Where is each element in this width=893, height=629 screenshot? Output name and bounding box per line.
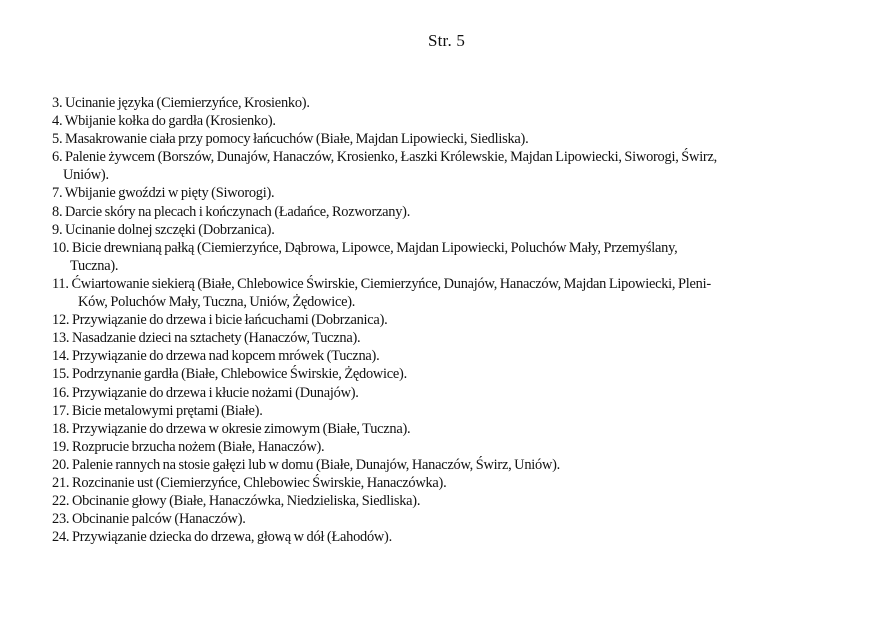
entry-text: 12. Przywiązanie do drzewa i bicie łańcuchami (Dobrzanica). [52,312,388,329]
list-item [52,329,842,347]
entry-text: 4. Wbijanie kołka do gardła (Krosienko). [52,113,276,130]
entry-text: 23. Obcinanie palców (Hanaczów). [52,511,246,528]
list-item [52,112,842,130]
list-item [52,456,842,474]
list-item [52,239,842,275]
list-item [52,510,842,528]
list-item [52,528,842,546]
entry-text: 19. Rozprucie brzucha nożem (Białe, Hanaczów). [52,438,325,455]
entry-continuation: Uniów). [63,167,109,184]
entry-text: 15. Podrzynanie gardła (Białe, Chlebowice Świrskie, Żędowice). [52,366,407,383]
entry-text: 24. Przywiązanie dziecka do drzewa, głową w dół (Łahodów). [52,529,392,546]
entry-text: 8. Darcie skóry na plecach i kończynach (Ładańce, Rozworzany). [52,203,411,220]
entry-text: 10. Bicie drewnianą pałką (Ciemierzyńce, Dąbrowa, Lipowce, Majdan Lipowiecki, Poluchów Mały, Przemyślany, [52,239,678,256]
entry-text: 16. Przywiązanie do drzewa i kłucie nożami (Dunajów). [52,384,359,401]
list-item [52,384,842,402]
list-item [52,148,842,184]
entry-text: 7. Wbijanie gwoździ w pięty (Siworogi). [52,185,275,202]
list-item [52,420,842,438]
entry-text: 6. Palenie żywcem (Borszów, Dunajów, Hanaczów, Krosienko, Łaszki Królewskie, Majdan Lipowiecki, Siworogi, Świrz, [52,149,717,166]
entry-text: 3. Ucinanie języka (Ciemierzyńce, Krosienko). [52,95,310,111]
entry-text: 20. Palenie rannych na stosie gałęzi lub w domu (Białe, Dunajów, Hanaczów, Świrz, Uniów). [52,456,560,473]
list-item [52,492,842,510]
entry-text: 9. Ucinanie dolnej szczęki (Dobrzanica). [52,221,275,238]
entry-text: 13. Nasadzanie dzieci na sztachety (Hanaczów, Tuczna). [52,330,361,347]
entry-text: 21. Rozcinanie ust (Ciemierzyńce, Chlebowiec Świrskie, Hanaczówka). [52,474,447,491]
list-item [52,438,842,456]
list-item [52,311,842,329]
entry-continuation: Tuczna). [70,257,119,274]
list-item [52,221,842,239]
entry-text: 17. Bicie metalowymi prętami (Białe). [52,402,263,419]
list-item [52,365,842,383]
list-item [52,184,842,202]
list-item [52,474,842,492]
page-number-header: Str. 5 [427,31,466,50]
entry-text: 11. Ćwiartowanie siekierą (Białe, Chlebowice Świrskie, Ciemierzyńce, Dunajów, Hanaczów, Majdan Lipowiecki, Pleni- [52,275,711,292]
list-item [52,402,842,420]
entry-text: 5. Masakrowanie ciała przy pomocy łańcuchów (Białe, Majdan Lipowiecki, Siedliska). [52,131,529,148]
list-item [52,347,842,365]
entry-text: 14. Przywiązanie do drzewa nad kopcem mrówek (Tuczna). [52,348,380,365]
list-item [52,275,842,311]
entry-list [52,94,842,546]
entry-text: 18. Przywiązanie do drzewa w okresie zimowym (Białe, Tuczna). [52,420,411,437]
list-item [52,203,842,221]
list-item [52,94,842,112]
entry-text: 22. Obcinanie głowy (Białe, Hanaczówka, Niedzieliska, Siedliska). [52,493,421,510]
entry-continuation: Ków, Poluchów Mały, Tuczna, Uniów, Żędowice). [78,294,356,311]
list-item [52,130,842,148]
